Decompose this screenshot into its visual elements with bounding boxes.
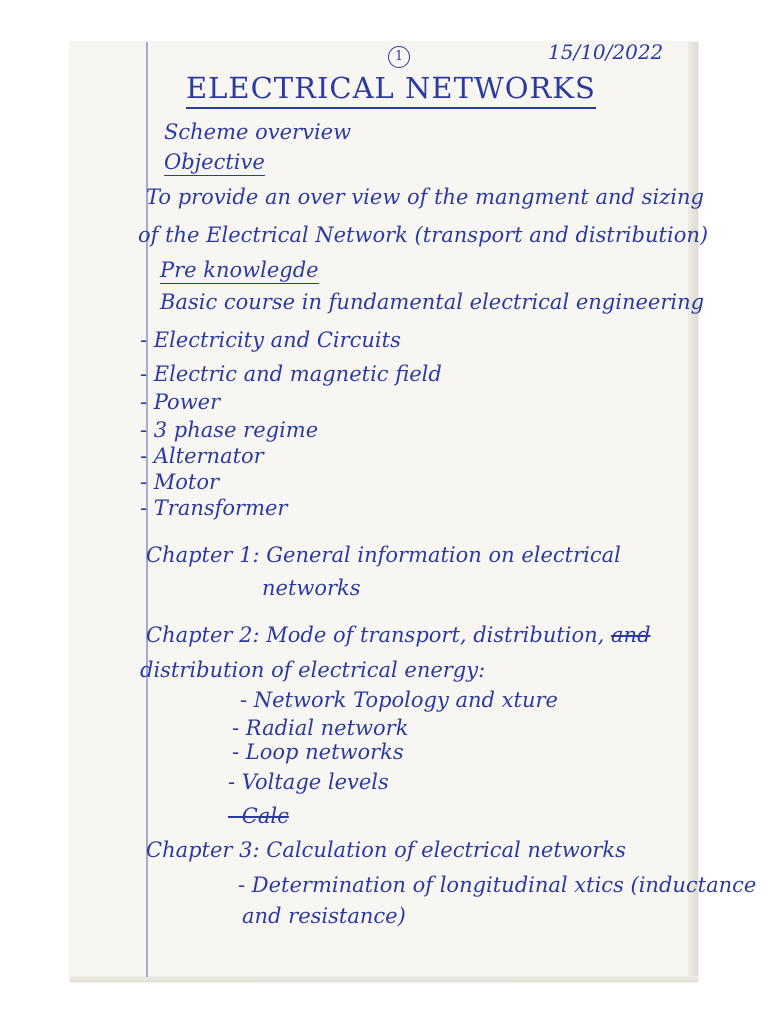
- knowledge-item: - Transformer: [140, 496, 288, 520]
- date-text: 15/10/2022: [548, 40, 664, 64]
- chapter-1-heading: Chapter 1: General information on electrical: [146, 543, 621, 567]
- page-bottom-edge: [70, 976, 698, 982]
- chapter-2-item: - Voltage levels: [228, 770, 389, 794]
- page-number-circle: 1: [388, 46, 410, 68]
- page-edge-shadow: [688, 42, 698, 982]
- chapter-2-continuation: distribution of electrical energy:: [140, 658, 486, 682]
- prerequisite-text: Basic course in fundamental electrical engineering: [160, 290, 705, 314]
- chapter-2-item: - Radial network: [232, 716, 409, 740]
- chapter-2-heading-text: Chapter 2: Mode of transport, distribution,: [146, 623, 605, 647]
- knowledge-item: - Motor: [140, 470, 220, 494]
- chapter-2-item: - Loop networks: [232, 740, 404, 764]
- knowledge-item: - Electric and magnetic field: [140, 362, 442, 386]
- knowledge-item: - Alternator: [140, 444, 264, 468]
- scheme-overview-line: Scheme overview: [164, 120, 352, 144]
- chapter-2-crossed-item: - Calc: [228, 804, 289, 828]
- chapter-2-item: - Network Topology and xture: [240, 688, 558, 712]
- chapter-3-item: - Determination of longitudinal xtics (inductance: [238, 873, 757, 897]
- chapter-2-heading: [146, 625, 651, 646]
- chapter-1-continuation: networks: [262, 576, 361, 600]
- chapter-3-heading: Chapter 3: Calculation of electrical networks: [146, 838, 626, 862]
- prerequisite-heading: Pre knowlegde: [160, 258, 319, 282]
- knowledge-item: - Electricity and Circuits: [140, 328, 401, 352]
- objective-heading: Objective: [164, 150, 265, 174]
- crossed-out-word: and: [611, 623, 651, 647]
- objective-line-2: of the Electrical Network (transport and distribution): [138, 223, 709, 247]
- objective-line-1: To provide an over view of the mangment and sizing: [146, 185, 704, 209]
- knowledge-item: - Power: [140, 390, 221, 414]
- chapter-3-continuation: and resistance): [242, 904, 406, 928]
- page-title: ELECTRICAL NETWORKS: [186, 74, 596, 109]
- knowledge-item: - 3 phase regime: [140, 418, 319, 442]
